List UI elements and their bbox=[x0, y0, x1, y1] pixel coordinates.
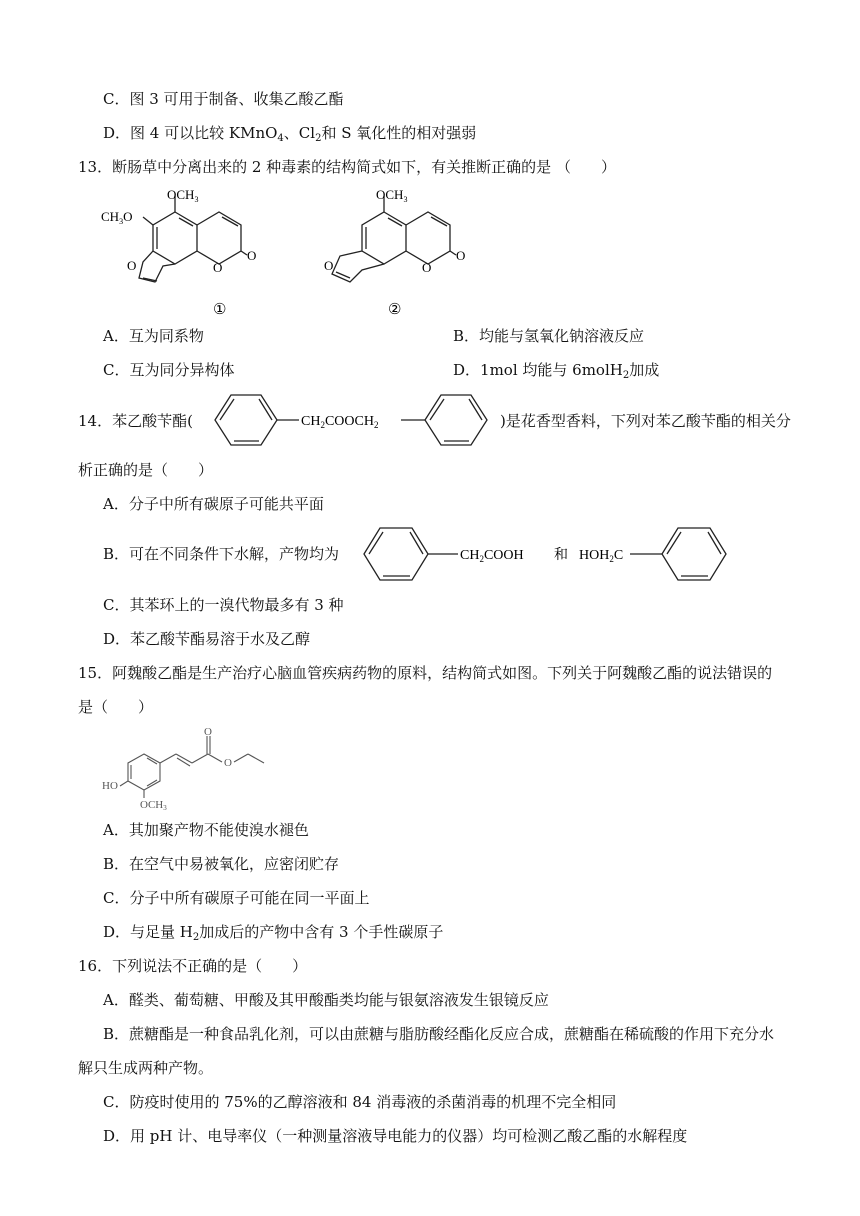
methoxy-label: $OCH_3$ bbox=[376, 187, 408, 204]
phenylacetic-acid-label: $CH_2COOH$ bbox=[460, 548, 524, 564]
q16-option-b-continued: 解只生成两种产物。 bbox=[78, 1059, 214, 1077]
molecule-label-1: ① bbox=[213, 302, 227, 318]
q14-stem-suffix: )是花香型香料，下列对苯乙酸苄酯的相关分 bbox=[500, 412, 791, 430]
q12-option-c: C．图 3 可用于制备、收集乙酸乙酯 bbox=[103, 90, 344, 108]
q13-option-a: A．互为同系物 bbox=[103, 327, 204, 345]
q15-option-a: A．其加聚产物不能使溴水褪色 bbox=[103, 821, 309, 839]
q14-option-c: C．其苯环上的一溴代物最多有 3 种 bbox=[103, 596, 344, 614]
molecule-label-2: ② bbox=[388, 302, 402, 318]
q14-structure-benzyl-phenylacetate bbox=[203, 390, 499, 450]
q16-option-c: C．防疫时使用的 75%的乙醇溶液和 84 消毒液的杀菌消毒的机理不完全相同 bbox=[103, 1093, 617, 1111]
ester-oxygen-label: O bbox=[224, 757, 232, 769]
q14-stem-prefix: 14．苯乙酸苄酯( bbox=[78, 412, 193, 430]
q16-stem: 16．下列说法不正确的是（ ） bbox=[78, 957, 308, 975]
q15-option-b: B．在空气中易被氧化，应密闭贮存 bbox=[103, 855, 340, 873]
q13-stem: 13．断肠草中分离出来的 2 种毒素的结构简式如下，有关推断正确的是 （ ） bbox=[78, 158, 616, 176]
q13-molecule-2 bbox=[312, 182, 482, 320]
carbonyl-oxygen-label: O bbox=[456, 248, 466, 263]
q15-stem-continued: 是（ ） bbox=[78, 698, 154, 716]
q14-option-a: A．分子中所有碳原子可能共平面 bbox=[103, 495, 324, 513]
hydroxyl-label: HO bbox=[102, 780, 118, 792]
q15-option-c: C．分子中所有碳原子可能在同一平面上 bbox=[103, 889, 370, 907]
carbonyl-oxygen-label: O bbox=[204, 726, 212, 738]
furan-oxygen-label: O bbox=[127, 258, 137, 273]
q13-option-b: B．均能与氢氧化钠溶液反应 bbox=[453, 327, 645, 345]
q12-option-d: D．图 4 可以比较 KMnO$_4$、$Cl_2$和 S 氧化性的相对强弱 bbox=[103, 124, 477, 144]
methoxy-label: $OCH_3$ bbox=[167, 187, 199, 204]
q15-stem: 15．阿魏酸乙酯是生产治疗心脑血管疾病药物的原料，结构简式如图。下列关于阿魏酸乙酯的说法错误的 bbox=[78, 664, 773, 682]
q14-option-b-products bbox=[360, 523, 732, 585]
methoxy-label-left: $CH_3O$ bbox=[101, 209, 133, 226]
q16-option-b: B．蔗糖酯是一种食品乳化剂，可以由蔗糖与脂肪酸经酯化反应合成，蔗糖酯在稀硫酸的作用下充分水 bbox=[103, 1025, 775, 1043]
q13-option-d: D．1mol 均能与 6molH$_2$加成 bbox=[453, 361, 660, 381]
q14-option-d: D．苯乙酸苄酯易溶于水及乙醇 bbox=[103, 630, 311, 648]
methoxy-label: OCH3 bbox=[140, 799, 167, 812]
q15-structure-ethyl-ferulate bbox=[100, 726, 280, 814]
q16-option-d: D．用 pH 计、电导率仪（一种测量溶液导电能力的仪器）均可检测乙酸乙酯的水解程度 bbox=[103, 1127, 688, 1145]
ring-oxygen-label: O bbox=[422, 260, 432, 275]
q15-option-d: D．与足量 $H_2$加成后的产物中含有 3 个手性碳原子 bbox=[103, 923, 444, 943]
q13-molecule-1 bbox=[95, 182, 270, 320]
q14-formula-label: $CH_2COOCH_2$ bbox=[301, 414, 379, 430]
q13-option-c: C．互为同分异构体 bbox=[103, 361, 235, 379]
and-word: 和 bbox=[554, 548, 568, 563]
ring-oxygen-label: O bbox=[213, 260, 223, 275]
furan-oxygen-label: O bbox=[324, 258, 334, 273]
carbonyl-oxygen-label: O bbox=[247, 248, 257, 263]
q14-option-b: B．可在不同条件下水解，产物均为 bbox=[103, 545, 340, 563]
benzyl-alcohol-label: $HOH_2C$ bbox=[579, 548, 624, 564]
q14-stem-continued: 析正确的是（ ） bbox=[78, 461, 214, 479]
q16-option-a: A．醛类、葡萄糖、甲酸及其甲酸酯类均能与银氨溶液发生银镜反应 bbox=[103, 991, 549, 1009]
